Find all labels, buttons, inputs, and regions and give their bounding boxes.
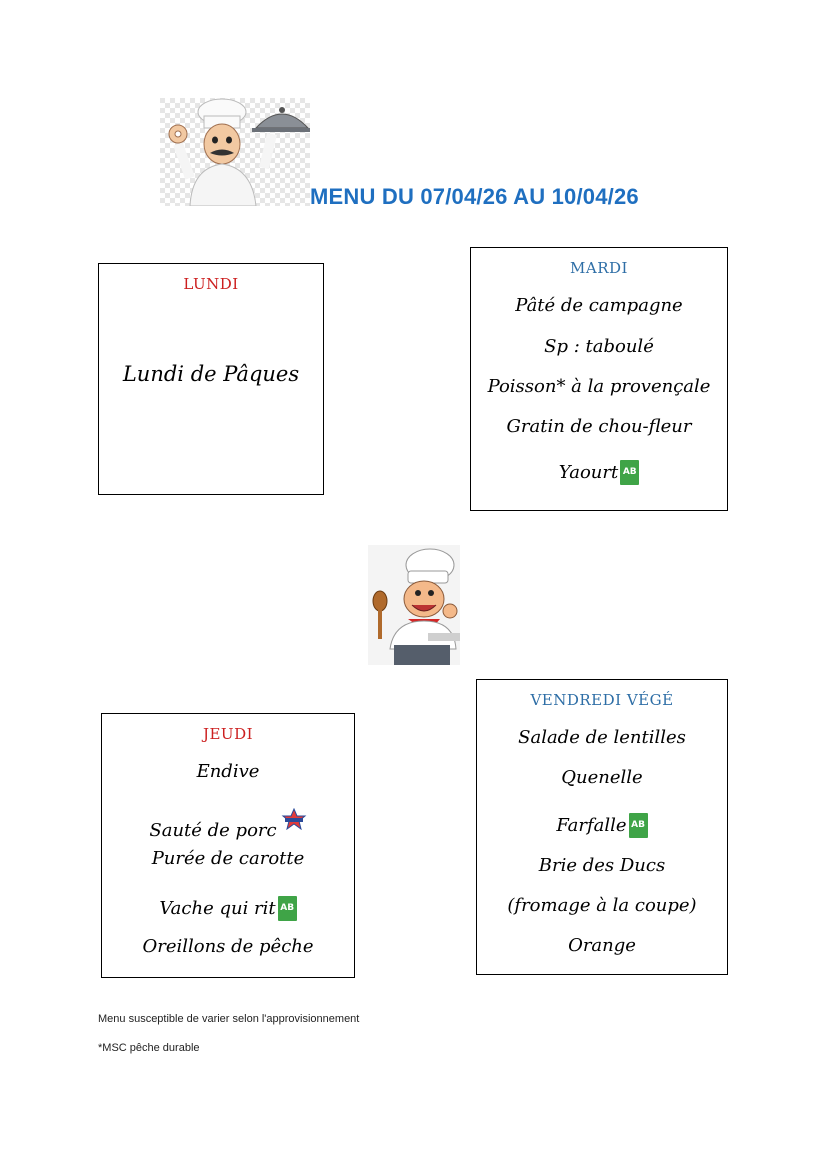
menu-item: Oreillons de pêche [142, 936, 314, 957]
menu-item: Quenelle [561, 767, 643, 788]
day-label-jeudi: JEUDI [202, 725, 254, 743]
day-label-lundi: LUNDI [183, 275, 239, 293]
organic-ab-icon: AB [278, 896, 297, 921]
day-box-vendredi [476, 679, 728, 975]
day-box-jeudi [101, 713, 355, 978]
menu-item: Poisson* à la provençale [487, 376, 711, 397]
menu-item-with-badge [477, 813, 727, 838]
menu-item: (fromage à la coupe) [507, 895, 697, 916]
menu-item: Purée de carotte [151, 848, 305, 869]
menu-item: Brie des Ducs [538, 855, 666, 876]
label-rouge-icon [281, 808, 307, 830]
chef-spoon-image [368, 545, 460, 665]
footer-note-msc: *MSC pêche durable [98, 1042, 200, 1054]
menu-item: Orange [568, 935, 636, 956]
chef-cloche-image [160, 98, 310, 206]
page-title: MENU DU 07/04/26 AU 10/04/26 [310, 184, 639, 209]
menu-item: Lundi de Pâques [122, 362, 300, 386]
day-box-mardi [470, 247, 728, 511]
footer-note-supply: Menu susceptible de varier selon l'approvisionnement [98, 1013, 360, 1025]
menu-item-with-badge [471, 460, 727, 485]
menu-item: Endive [196, 761, 260, 782]
day-label-mardi: MARDI [570, 259, 628, 277]
day-label-vendredi: VENDREDI VÉGÉ [530, 691, 674, 709]
menu-item-with-badge [102, 808, 354, 841]
organic-ab-icon: AB [620, 460, 639, 485]
menu-item-label: Farfalle [556, 815, 627, 836]
menu-item-label: Sauté de porc [149, 820, 277, 841]
menu-item-label: Vache qui rit [159, 898, 276, 919]
menu-item-with-badge [102, 896, 354, 921]
menu-item: Salade de lentilles [518, 727, 686, 748]
menu-item: Pâté de campagne [515, 295, 683, 316]
menu-item: Gratin de chou-fleur [506, 416, 692, 437]
menu-item-label: Yaourt [558, 462, 619, 483]
menu-item: Sp : taboulé [544, 336, 654, 357]
organic-ab-icon: AB [629, 813, 648, 838]
day-box-lundi [98, 263, 324, 495]
